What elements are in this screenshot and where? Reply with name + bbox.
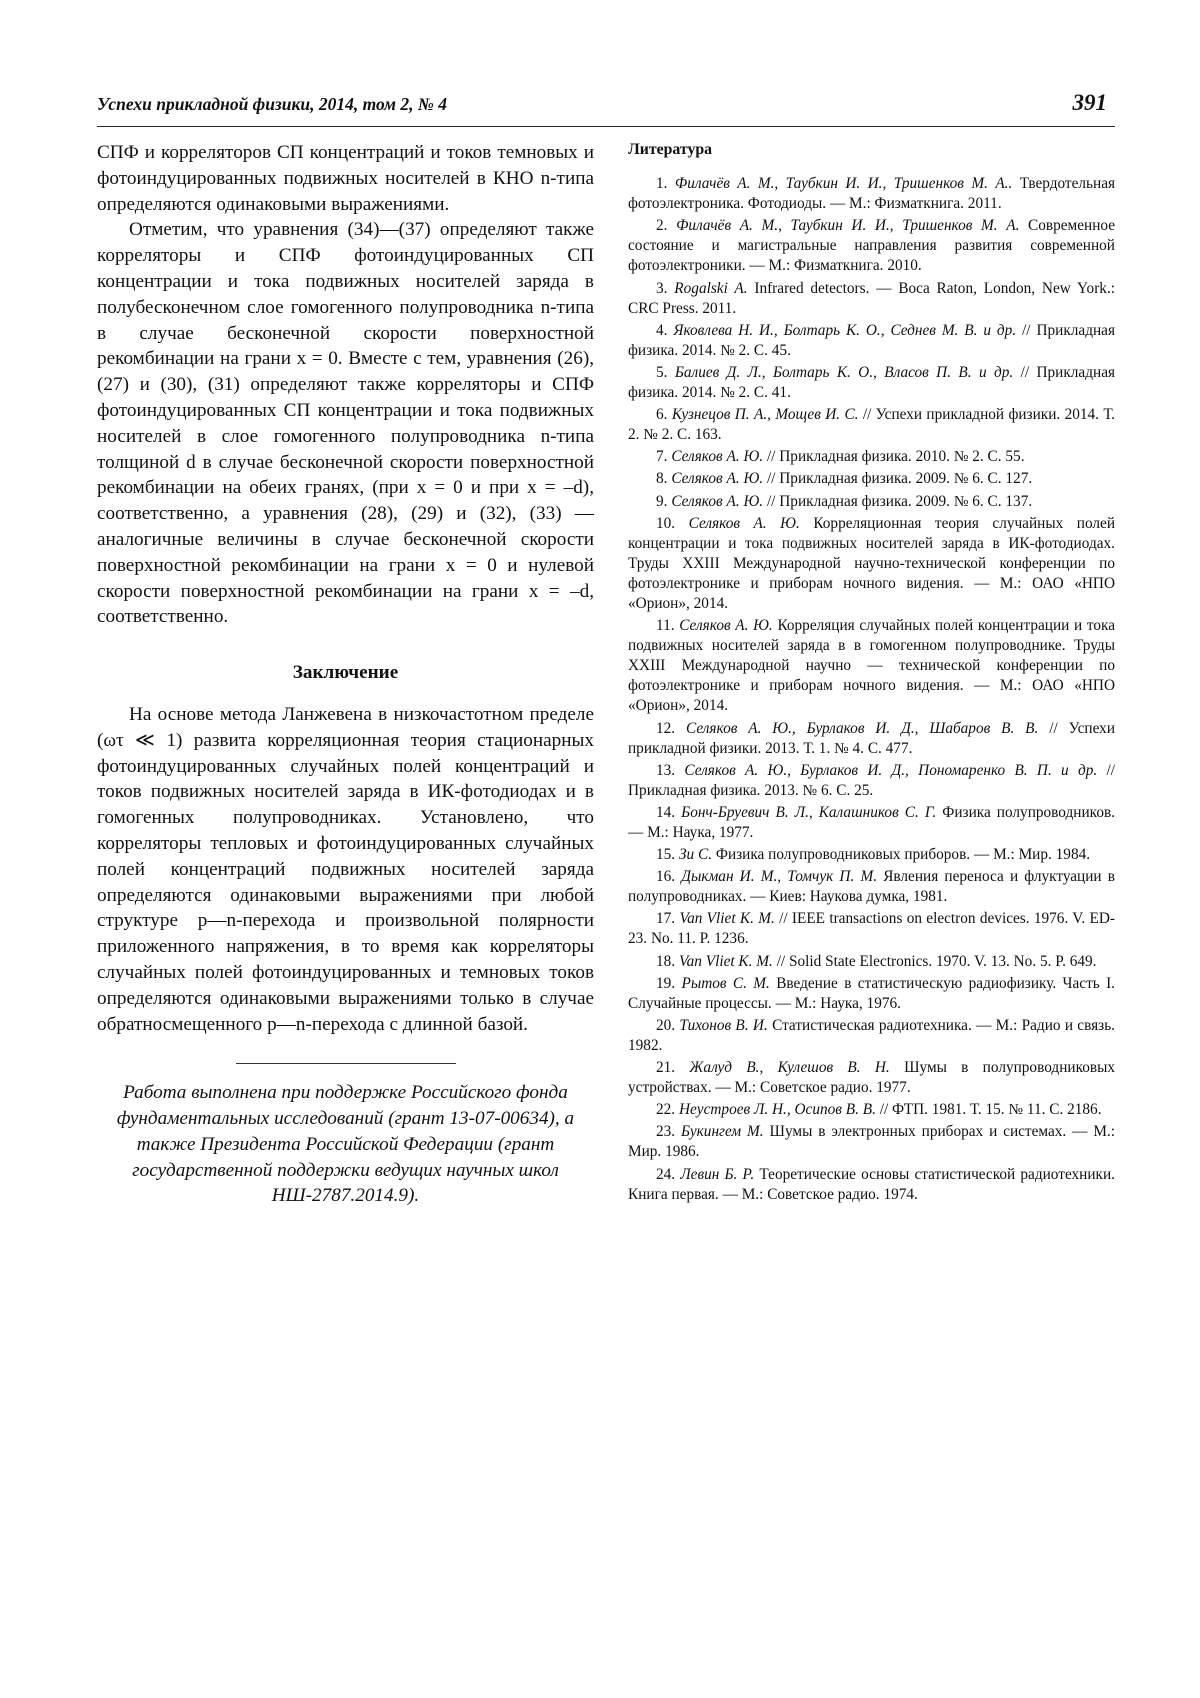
reference-details: // Прикладная физика. 2014. № 2. С. 41. <box>628 363 1116 402</box>
reference-number: 1. <box>656 175 668 193</box>
reference-details: Физика полупроводниковых приборов. — М.: Мир. 1984. <box>715 846 1091 864</box>
reference-details: Статистическая радиотехника. — М.: Радио и связь. 1982. <box>628 1016 1115 1054</box>
reference-number: 6. <box>656 406 668 424</box>
reference-item <box>628 514 1115 614</box>
reference-details: // Прикладная физика. 2009. № 6. С. 127. <box>766 470 1033 488</box>
reference-item <box>628 492 1115 512</box>
reference-details: Infrared detectors. — Boca Raton, London, New York.: CRC Press. 2011. <box>628 279 1116 317</box>
reference-authors: Кузнецов П. А., Мощев И. С. <box>671 406 859 424</box>
reference-number: 12. <box>656 719 676 737</box>
reference-number: 7. <box>656 448 668 466</box>
reference-authors: Неустроев Л. Н., Осипов В. В. <box>678 1101 876 1119</box>
reference-authors: Селяков А. Ю. <box>671 470 764 488</box>
reference-item <box>628 974 1115 1014</box>
reference-details: Явления переноса и флуктуации в полупроводниках. — Киев: Наукова думка, 1981. <box>628 868 1115 906</box>
reference-details: // Прикладная физика. 2014. № 2. С. 45. <box>628 321 1115 359</box>
reference-number: 8. <box>656 470 668 488</box>
reference-item <box>628 405 1115 445</box>
reference-item <box>628 845 1115 865</box>
reference-number: 24. <box>656 1165 676 1183</box>
page-number: 391 <box>1072 90 1107 115</box>
reference-item <box>628 909 1115 949</box>
running-header <box>97 90 1115 127</box>
reference-authors: Селяков А. Ю., Бурлаков И. Д., Пономаренко В. П. и др. <box>684 761 1098 779</box>
reference-number: 14. <box>656 803 676 821</box>
reference-number: 23. <box>656 1123 676 1141</box>
reference-authors: Филачёв А. М., Таубкин И. И., Тришенков М. А. <box>676 217 1020 235</box>
reference-authors: Rogalski A. <box>674 279 748 297</box>
reference-details: // ФТП. 1981. Т. 15. № 11. С. 2186. <box>879 1101 1102 1119</box>
journal-title: Успехи прикладной физики, 2014, том 2, № 4 <box>97 94 448 114</box>
funding-acknowledgement: Работа выполнена при поддержке Российского фонда фундаментальных исследований (грант 13-07-00634), а также Президента Российской Федерации (грант государственной поддержки ведущих научных школ НШ-2787.2014.9). <box>116 1082 575 1207</box>
reference-number: 9. <box>656 492 668 510</box>
reference-details: Шумы в электронных приборах и системах. — М.: Мир. 1986. <box>628 1123 1115 1161</box>
reference-details: Физика полупроводников. — М.: Наука, 1977. <box>628 803 1116 841</box>
reference-details: // Успехи прикладной физики. 2013. Т. 1. № 4. С. 477. <box>628 719 1116 757</box>
reference-number: 5. <box>656 363 668 381</box>
reference-authors: Левин Б. Р. <box>680 1165 755 1183</box>
reference-number: 15. <box>656 846 676 864</box>
reference-details: // Прикладная физика. 2009. № 6. С. 137. <box>766 492 1033 510</box>
reference-details: Введение в статистическую радиофизику. Часть I. Случайные процессы. — М.: Наука, 1976. <box>628 974 1115 1012</box>
reference-authors: Дыкман И. М., Томчук П. М. <box>681 868 878 886</box>
reference-item <box>628 1165 1115 1205</box>
references-column <box>628 140 1115 1207</box>
paragraph-equations-note: Отметим, что уравнения (34)—(37) определяют также корреляторы и СПФ фотоиндуцированных СП концентрации и тока подвижных носителей заряда в полубесконечном слое гомогенного полупроводника n-типа в случае бесконечной скорости поверхностной рекомбинации на грани x = 0. Вместе с тем, уравнения (26), (27) и (30), (31) определяют также корреляторы и СПФ фотоиндуцированных СП концентрации и тока подвижных носителей в слое гомогенного полупроводника n-типа толщиной d в случае бесконечной скорости поверхностной рекомбинации на обеих гранях, (при x = 0 и при x = –d), соответственно, а уравнения (28), (29) и (32), (33) — аналогичные величины в случае бесконечной скорости поверхностной рекомбинации на грани x = 0 и нулевой скорости поверхностной рекомбинации на грани x = –d, соответственно. <box>97 219 594 628</box>
reference-authors: Бонч-Бруевич В. Л., Калашников С. Г. <box>681 803 937 821</box>
reference-details: Шумы в полупроводниковых устройствах. — М.: Советское радио. 1977. <box>628 1059 1116 1097</box>
reference-item <box>628 1016 1115 1056</box>
reference-item <box>628 216 1115 276</box>
reference-authors: Зи С. <box>678 846 713 864</box>
reference-item <box>628 761 1115 801</box>
reference-item <box>628 719 1115 759</box>
reference-number: 17. <box>656 910 676 928</box>
reference-item <box>628 447 1115 467</box>
paragraph-continuation: СПФ и корреляторов СП концентраций и токов темновых и фотоиндуцированных подвижных носителей в КНО n-типа определяются одинаковыми выражениями. <box>97 142 594 215</box>
reference-details: // IEEE transactions on electron devices. 1976. V. ED-23. No. 11. P. 1236. <box>628 910 1115 948</box>
reference-authors: Селяков А. Ю., Бурлаков И. Д., Шабаров В. В. <box>686 719 1039 737</box>
reference-item <box>628 321 1115 361</box>
reference-details: Корреляция случайных полей концентрации и тока подвижных носителей заряда в в гомогенном полупроводнике. Труды XXIII Международной научно — технической конференции по фотоэлектронике и приборам ночного видения. — М.: ОАО «НПО «Орион», 2014. <box>628 617 1116 715</box>
reference-list <box>628 174 1115 1205</box>
reference-item <box>628 616 1115 716</box>
reference-number: 19. <box>656 974 676 992</box>
reference-item <box>628 279 1115 319</box>
reference-authors: Яковлева Н. И., Болтарь К. О., Седнев М. В. и др. <box>673 321 1017 339</box>
left-column <box>97 140 594 1209</box>
references-heading: Литература <box>628 141 713 158</box>
reference-details: Теоретические основы статистической радиотехники. Книга первая. — М.: Советское радио. 1974. <box>628 1165 1115 1203</box>
reference-number: 22. <box>656 1101 676 1119</box>
reference-number: 3. <box>656 279 668 297</box>
reference-authors: Балиев Д. Л., Болтарь К. О., Власов П. В. и др. <box>674 363 1014 381</box>
reference-item <box>628 803 1115 843</box>
reference-authors: Рытов С. М. <box>681 974 770 992</box>
conclusion-heading: Заключение <box>292 662 399 684</box>
reference-authors: Филачёв А. М., Таубкин И. И., Тришенков М. А.. <box>674 175 1013 193</box>
reference-number: 20. <box>656 1016 676 1034</box>
reference-item <box>628 363 1115 403</box>
reference-item <box>628 1100 1115 1120</box>
reference-item <box>628 1058 1115 1098</box>
reference-item <box>628 867 1115 907</box>
reference-item <box>628 952 1115 972</box>
reference-details: // Успехи прикладной физики. 2014. Т. 2. № 2. С. 163. <box>628 406 1115 444</box>
reference-details: Корреляционная теория случайных полей концентрации и тока подвижных носителей заряда в ИК-фотодиодах. Труды XXIII Международной научно-технической конференции по фотоэлектронике и приборам ночного видения. — М.: ОАО «НПО «Орион», 2014. <box>628 514 1116 612</box>
reference-item <box>628 469 1115 489</box>
reference-details: // Прикладная физика. 2010. № 2. С. 55. <box>766 448 1025 466</box>
reference-number: 10. <box>656 514 676 532</box>
reference-authors: Букингем М. <box>681 1123 764 1141</box>
reference-details: // Прикладная физика. 2013. № 6. С. 25. <box>628 761 1115 799</box>
reference-details: Современное состояние и магистральные направления развития современной фотоэлектроники. — М.: Физматкнига. 2010. <box>628 217 1116 275</box>
reference-authors: Селяков А. Ю. <box>679 617 773 635</box>
reference-number: 16. <box>656 868 676 886</box>
reference-authors: Van Vliet K. M. <box>678 952 773 970</box>
reference-number: 21. <box>656 1059 676 1077</box>
reference-authors: Селяков А. Ю. <box>688 514 800 532</box>
reference-number: 11. <box>656 617 675 635</box>
reference-authors: Жалуд В., Кулешов В. Н. <box>689 1059 890 1077</box>
reference-authors: Тихонов В. И. <box>679 1016 768 1034</box>
reference-number: 18. <box>656 952 676 970</box>
reference-item <box>628 1122 1115 1162</box>
paragraph-conclusion: На основе метода Ланжевена в низкочастотном пределе (ωτ ≪ 1) развита корреляционная теория стационарных фотоиндуцированных случайных полей концентраций и токов подвижных носителей заряда в ИК-фотодиодах и в гомогенных полупроводниках. Установлено, что корреляторы тепловых и фотоиндуцированных случайных полей концентраций подвижных носителей заряда определяются одинаковыми выражениями при любой структуре p—n-перехода и произвольной полярности приложенного напряжения, в то время как корреляторы случайных полей фотоиндуцированных и темновых токов определяются одинаковыми выражениями только в случае обратносмещенного p—n-перехода с длинной базой. <box>97 703 594 1035</box>
reference-authors: Селяков А. Ю. <box>671 492 764 510</box>
reference-number: 4. <box>656 321 668 339</box>
reference-number: 2. <box>656 217 668 235</box>
separator-rule <box>236 1063 456 1064</box>
reference-number: 13. <box>656 761 676 779</box>
reference-details: Твердотельная фотоэлектроника. Фотодиоды. — М.: Физматкнига. 2011. <box>628 175 1116 213</box>
reference-authors: Van Vliet K. M. <box>679 910 775 928</box>
reference-details: // Solid State Electronics. 1970. V. 13. No. 5. P. 649. <box>776 952 1097 970</box>
reference-authors: Селяков А. Ю. <box>671 448 764 466</box>
reference-item <box>628 174 1115 214</box>
